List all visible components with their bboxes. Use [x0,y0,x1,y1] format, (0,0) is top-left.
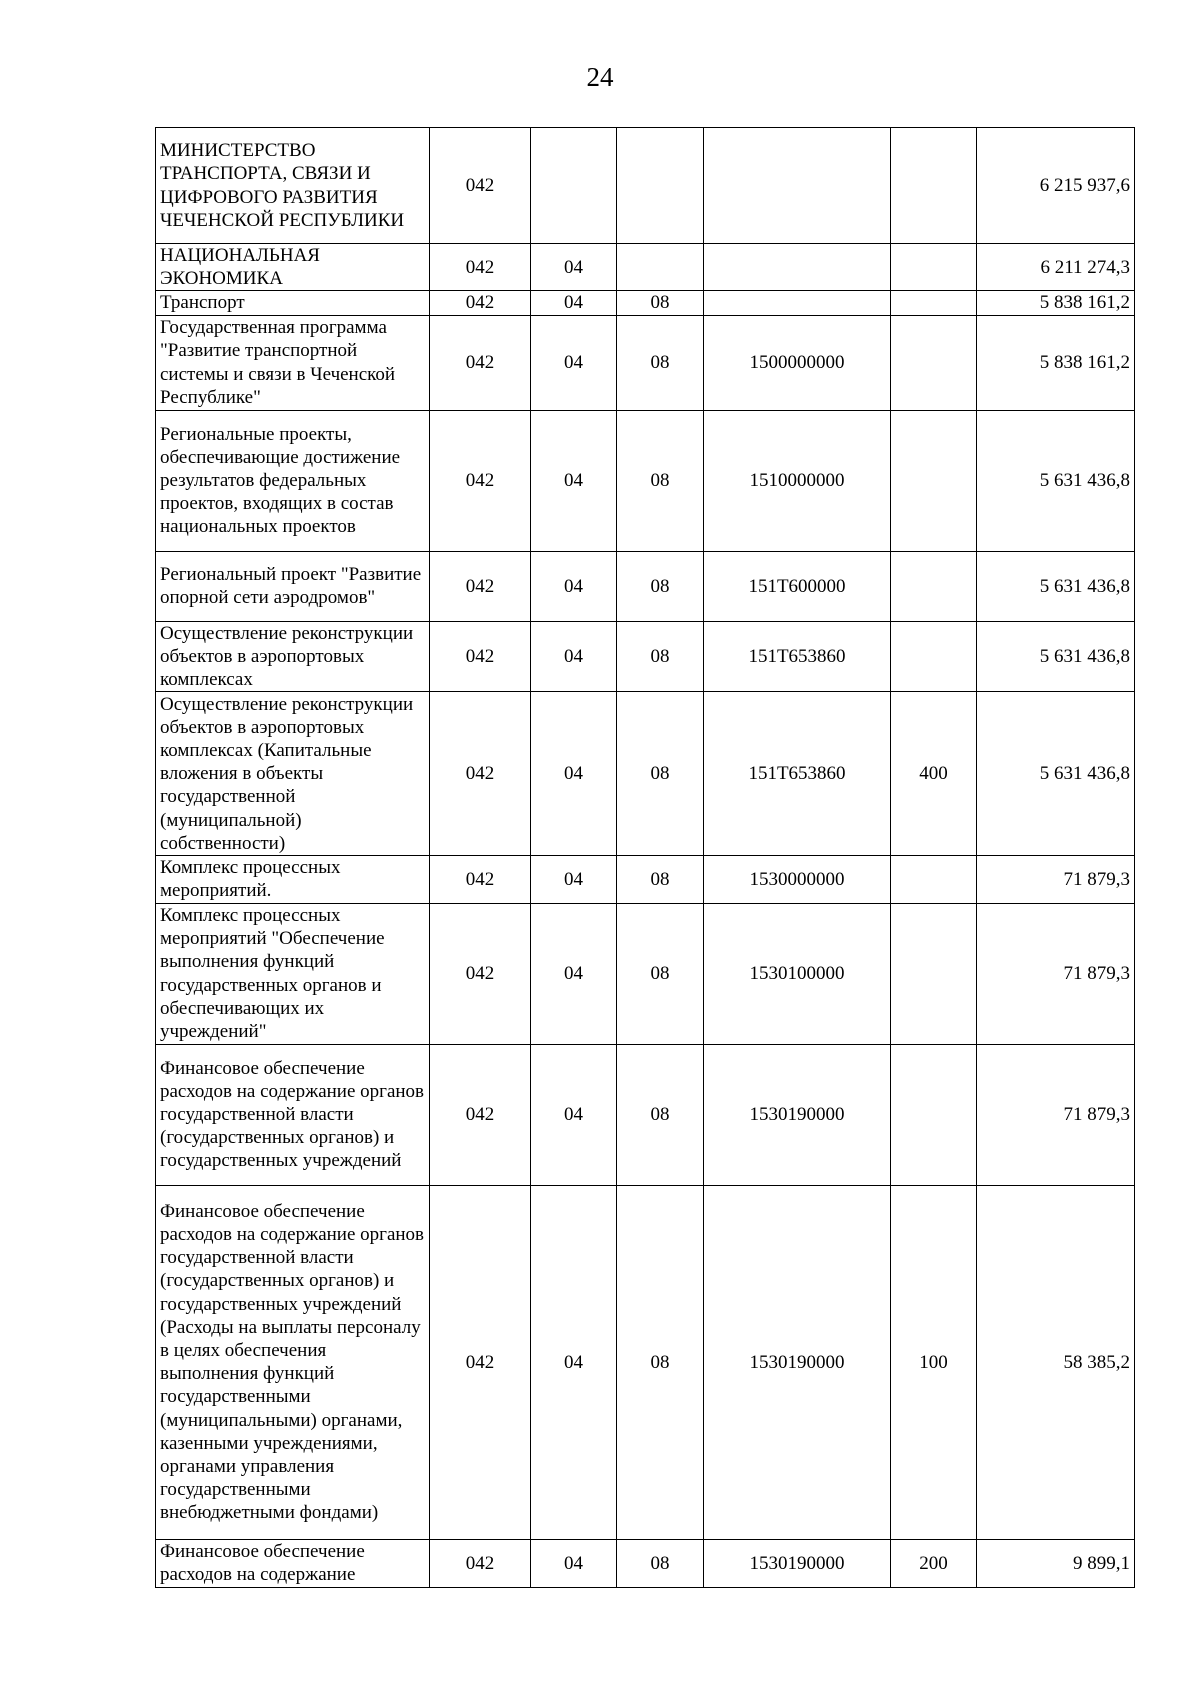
row-ved-code: 042 [430,621,531,692]
row-subsection-code: 08 [617,291,704,315]
row-ved-code: 042 [430,856,531,903]
row-target-article-code: 1530000000 [704,856,891,903]
row-target-article-code: 1500000000 [704,315,891,410]
page-number: 24 [586,62,614,92]
table-row [156,315,1135,410]
row-target-article-code [704,291,891,315]
row-expense-type-code [891,621,977,692]
row-name: Государственная программа "Развитие транспортной системы и связи в Чеченской Республике" [156,315,430,410]
table-row [156,1044,1135,1185]
row-target-article-code: 151Т653860 [704,692,891,856]
row-ved-code: 042 [430,903,531,1044]
row-name: МИНИСТЕРСТВО ТРАНСПОРТА, СВЯЗИ И ЦИФРОВОГО РАЗВИТИЯ ЧЕЧЕНСКОЙ РЕСПУБЛИКИ [156,128,430,244]
row-section-code: 04 [531,244,617,291]
row-amount: 58 385,2 [977,1185,1135,1539]
row-name: Финансовое обеспечение расходов на содержание органов государственной власти (государственных органов) и государственных учреждений [156,1044,430,1185]
row-target-article-code: 1530100000 [704,903,891,1044]
row-ved-code: 042 [430,1044,531,1185]
row-section-code: 04 [531,856,617,903]
row-name: Региональные проекты, обеспечивающие достижение результатов федеральных проектов, входящих в состав национальных проектов [156,410,430,551]
row-target-article-code [704,244,891,291]
row-ved-code: 042 [430,551,531,621]
row-ved-code: 042 [430,1185,531,1539]
row-expense-type-code [891,551,977,621]
row-subsection-code: 08 [617,551,704,621]
row-target-article-code: 1510000000 [704,410,891,551]
row-target-article-code: 1530190000 [704,1539,891,1587]
row-section-code: 04 [531,410,617,551]
row-section-code: 04 [531,1044,617,1185]
row-ved-code: 042 [430,1539,531,1587]
table-row [156,244,1135,291]
table-row [156,410,1135,551]
row-subsection-code: 08 [617,692,704,856]
table-row [156,621,1135,692]
row-section-code: 04 [531,315,617,410]
row-amount: 5 631 436,8 [977,410,1135,551]
row-ved-code: 042 [430,244,531,291]
row-section-code: 04 [531,692,617,856]
row-target-article-code: 1530190000 [704,1044,891,1185]
row-section-code: 04 [531,291,617,315]
row-expense-type-code [891,410,977,551]
row-expense-type-code [891,244,977,291]
row-expense-type-code: 200 [891,1539,977,1587]
budget-table [155,127,1135,1588]
row-name: Региональный проект "Развитие опорной сети аэродромов" [156,551,430,621]
row-section-code: 04 [531,1539,617,1587]
row-amount: 6 211 274,3 [977,244,1135,291]
row-expense-type-code [891,856,977,903]
row-name: Комплекс процессных мероприятий "Обеспечение выполнения функций государственных органов и обеспечивающих их учреждений" [156,903,430,1044]
row-ved-code: 042 [430,128,531,244]
table-row [156,128,1135,244]
table-row [156,903,1135,1044]
row-subsection-code: 08 [617,621,704,692]
row-amount: 5 631 436,8 [977,692,1135,856]
table-row [156,1539,1135,1587]
row-expense-type-code [891,1044,977,1185]
row-amount: 5 838 161,2 [977,291,1135,315]
row-amount: 71 879,3 [977,1044,1135,1185]
row-name: Транспорт [156,291,430,315]
row-target-article-code: 151Т653860 [704,621,891,692]
row-subsection-code [617,244,704,291]
table-row [156,1185,1135,1539]
row-ved-code: 042 [430,315,531,410]
row-ved-code: 042 [430,692,531,856]
row-amount: 5 631 436,8 [977,621,1135,692]
row-name: Финансовое обеспечение расходов на содержание [156,1539,430,1587]
row-amount: 6 215 937,6 [977,128,1135,244]
row-expense-type-code [891,903,977,1044]
row-expense-type-code [891,315,977,410]
row-section-code: 04 [531,621,617,692]
row-expense-type-code: 100 [891,1185,977,1539]
row-subsection-code: 08 [617,1185,704,1539]
row-subsection-code: 08 [617,856,704,903]
row-ved-code: 042 [430,291,531,315]
row-section-code: 04 [531,903,617,1044]
row-target-article-code: 151Т600000 [704,551,891,621]
table-row [156,551,1135,621]
row-name: Осуществление реконструкции объектов в аэропортовых комплексах (Капитальные вложения в объекты государственной (муниципальной) собственности) [156,692,430,856]
row-section-code [531,128,617,244]
row-expense-type-code: 400 [891,692,977,856]
row-amount: 71 879,3 [977,856,1135,903]
row-subsection-code: 08 [617,315,704,410]
row-amount: 71 879,3 [977,903,1135,1044]
row-name: Финансовое обеспечение расходов на содержание органов государственной власти (государственных органов) и государственных учреждений (Расходы на выплаты персоналу в целях обеспечения выполнения функций государственными (муниципальными) органами, казенными учреждениями, органами управления государственными внебюджетными фондами) [156,1185,430,1539]
row-section-code: 04 [531,1185,617,1539]
row-subsection-code: 08 [617,1539,704,1587]
row-expense-type-code [891,291,977,315]
row-target-article-code: 1530190000 [704,1185,891,1539]
table-row [156,692,1135,856]
row-target-article-code [704,128,891,244]
row-amount: 5 838 161,2 [977,315,1135,410]
row-amount: 9 899,1 [977,1539,1135,1587]
row-name: Комплекс процессных мероприятий. [156,856,430,903]
row-section-code: 04 [531,551,617,621]
row-expense-type-code [891,128,977,244]
table-row [156,856,1135,903]
row-ved-code: 042 [430,410,531,551]
table-row [156,291,1135,315]
row-name: НАЦИОНАЛЬНАЯ ЭКОНОМИКА [156,244,430,291]
row-subsection-code: 08 [617,410,704,551]
row-subsection-code [617,128,704,244]
row-amount: 5 631 436,8 [977,551,1135,621]
row-subsection-code: 08 [617,903,704,1044]
row-name: Осуществление реконструкции объектов в аэропортовых комплексах [156,621,430,692]
row-subsection-code: 08 [617,1044,704,1185]
